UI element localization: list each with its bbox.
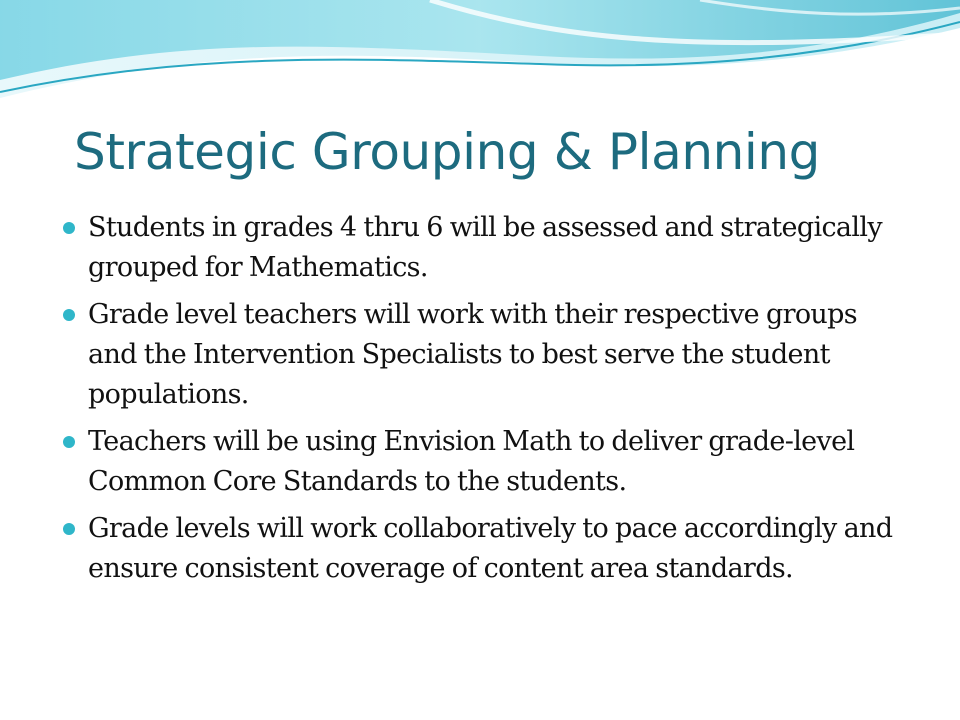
bullet-text: Teachers will be using Envision Math to deliver grade-level Common Core Standards to the students. xyxy=(88,426,855,497)
bullet-text: Grade levels will work collaboratively to pace accordingly and ensure consistent coverage of content area standards. xyxy=(88,513,893,584)
bullet-item xyxy=(56,509,906,589)
bullet-list xyxy=(56,208,906,596)
bullet-icon xyxy=(63,523,75,535)
decorative-wave-banner xyxy=(0,0,960,120)
bullet-item xyxy=(56,208,906,288)
bullet-item xyxy=(56,422,906,502)
bullet-item xyxy=(56,295,906,415)
bullet-text: Grade level teachers will work with their respective groups and the Intervention Specialists to best serve the student populations. xyxy=(88,299,858,410)
bullet-icon xyxy=(63,222,75,234)
bullet-icon xyxy=(63,309,75,321)
bullet-text: Students in grades 4 thru 6 will be assessed and strategically grouped for Mathematics. xyxy=(88,212,882,283)
slide-title: Strategic Grouping & Planning xyxy=(74,123,821,181)
bullet-icon xyxy=(63,436,75,448)
